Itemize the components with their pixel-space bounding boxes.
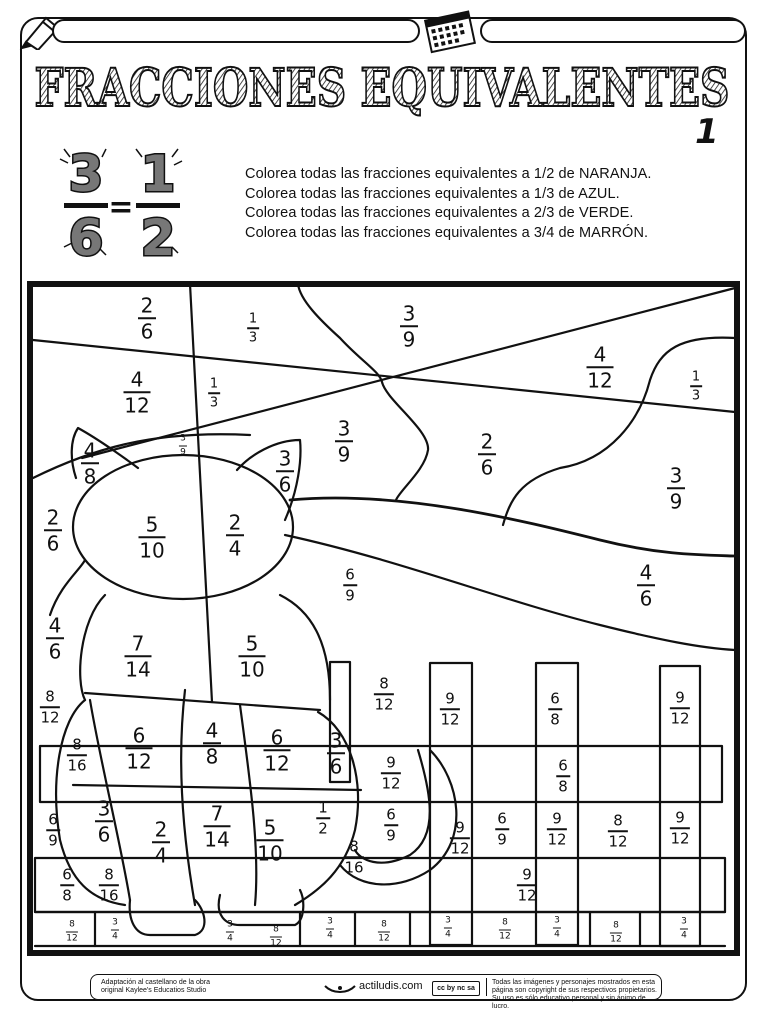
fraction-label xyxy=(547,811,567,847)
fraction-numerator: 8 xyxy=(45,687,55,706)
fraction-numerator: 4 xyxy=(130,367,144,392)
fraction-denominator: 4 xyxy=(228,535,242,560)
fraction-denominator: 8 xyxy=(550,709,560,728)
fraction-numerator: 2 xyxy=(154,817,168,842)
fraction-denominator: 12 xyxy=(378,933,390,944)
example-left-numerator: 3 xyxy=(68,145,104,203)
fraction-label xyxy=(204,803,231,849)
fraction-denominator: 12 xyxy=(499,931,511,942)
fraction-bar xyxy=(553,928,561,929)
fraction-label xyxy=(450,820,470,856)
fraction-denominator: 12 xyxy=(124,392,150,417)
fraction-label xyxy=(444,917,452,940)
fraction-denominator: 6 xyxy=(329,753,343,778)
fraction-denominator: 12 xyxy=(450,838,470,857)
fraction-denominator: 12 xyxy=(547,829,567,848)
fraction-label xyxy=(226,512,244,558)
fraction-denominator: 2 xyxy=(318,818,328,837)
fraction-denominator: 6 xyxy=(97,821,111,846)
fraction-denominator: 12 xyxy=(374,694,394,713)
page-number: 1 xyxy=(695,112,719,152)
fraction-numerator: 8 xyxy=(69,919,75,930)
fraction-bar xyxy=(444,928,452,929)
fraction-denominator: 12 xyxy=(66,933,78,944)
fraction-numerator: 3 xyxy=(227,919,233,930)
fraction-denominator: 6 xyxy=(278,471,292,496)
fraction-numerator: 3 xyxy=(97,796,111,821)
fraction-bar xyxy=(270,937,282,938)
fraction-denominator: 6 xyxy=(46,530,60,555)
fraction-label xyxy=(139,514,166,560)
fraction-numerator: 3 xyxy=(180,433,186,444)
title-text: FRACCIONES EQUIVALENTES xyxy=(34,58,730,119)
fraction-denominator: 4 xyxy=(154,842,168,867)
fraction-label xyxy=(556,758,570,794)
fraction-denominator: 4 xyxy=(554,929,560,940)
fraction-denominator: 12 xyxy=(381,773,401,792)
fraction-numerator: 9 xyxy=(675,688,685,707)
fraction-numerator: 4 xyxy=(639,560,653,585)
fraction-numerator: 1 xyxy=(691,369,701,385)
fraction-denominator: 9 xyxy=(180,447,186,458)
fraction-denominator: 16 xyxy=(67,755,87,774)
fraction-label xyxy=(495,811,509,847)
fraction-label xyxy=(40,689,60,725)
fraction-label xyxy=(66,921,78,944)
fraction-bar xyxy=(247,327,259,329)
fraction-numerator: 5 xyxy=(263,815,277,840)
fraction-numerator: 2 xyxy=(228,510,242,535)
fraction-label xyxy=(99,867,119,903)
fraction-denominator: 6 xyxy=(140,318,154,343)
fraction-denominator: 8 xyxy=(62,885,72,904)
instruction-line: Colorea todas las fracciones equivalentes a 1/3 de AZUL. xyxy=(245,185,620,202)
fraction-label xyxy=(257,817,284,863)
fraction-numerator: 9 xyxy=(675,808,685,827)
fraction-numerator: 3 xyxy=(337,416,351,441)
footer-rights: Todas las imágenes y personajes mostrados en esta página son copyright de sus respectivos propietarios. Su uso es sólo educativo personal y sin ánimo de lucro. xyxy=(492,979,657,1010)
logo-icon xyxy=(323,982,357,994)
fraction-denominator: 8 xyxy=(83,463,97,488)
fraction-denominator: 8 xyxy=(205,743,219,768)
fraction-label xyxy=(326,918,334,941)
fraction-numerator: 6 xyxy=(558,756,568,775)
fraction-bar xyxy=(66,932,78,933)
fraction-denominator: 9 xyxy=(497,829,507,848)
fraction-numerator: 4 xyxy=(593,342,607,367)
fraction-numerator: 8 xyxy=(613,920,619,931)
fraction-denominator: 12 xyxy=(126,748,152,773)
fraction-label xyxy=(335,418,353,464)
fraction-label xyxy=(374,676,394,712)
fraction-bar xyxy=(111,930,119,931)
footer-divider xyxy=(486,978,487,996)
fraction-denominator: 9 xyxy=(48,830,58,849)
fraction-numerator: 3 xyxy=(681,916,687,927)
fraction-numerator: 4 xyxy=(48,613,62,638)
fraction-numerator: 3 xyxy=(327,916,333,927)
fraction-bar xyxy=(690,385,702,387)
fraction-label xyxy=(327,730,345,776)
fraction-denominator: 3 xyxy=(209,394,219,410)
fraction-label xyxy=(384,807,398,843)
fraction-denominator: 12 xyxy=(670,828,690,847)
fraction-bar xyxy=(499,930,511,931)
fraction-label xyxy=(44,507,62,553)
fraction-label xyxy=(690,370,702,402)
fraction-numerator: 5 xyxy=(245,631,259,656)
fraction-label xyxy=(667,465,685,511)
fraction-denominator: 3 xyxy=(248,329,258,345)
fraction-label xyxy=(343,567,357,603)
fraction-numerator: 5 xyxy=(145,512,159,537)
fraction-label xyxy=(138,295,156,341)
fraction-label xyxy=(440,691,460,727)
fraction-denominator: 14 xyxy=(204,826,230,851)
fraction-numerator: 3 xyxy=(112,917,118,928)
instruction-line: Colorea todas las fracciones equivalentes a 2/3 de VERDE. xyxy=(245,205,634,221)
fraction-numerator: 8 xyxy=(613,811,623,830)
fraction-label xyxy=(179,435,187,458)
example-right-denominator: 2 xyxy=(140,209,176,263)
fraction-denominator: 12 xyxy=(670,708,690,727)
fraction-numerator: 6 xyxy=(550,689,560,708)
fraction-denominator: 14 xyxy=(125,656,151,681)
fraction-denominator: 9 xyxy=(337,441,351,466)
example-right-numerator: 1 xyxy=(140,145,176,203)
fraction-denominator: 16 xyxy=(99,885,119,904)
fraction-label xyxy=(670,810,690,846)
fraction-label xyxy=(124,369,151,415)
fraction-denominator: 12 xyxy=(270,938,282,949)
fraction-label xyxy=(610,922,622,945)
fraction-label xyxy=(680,918,688,941)
fraction-numerator: 1 xyxy=(209,376,219,392)
fraction-label xyxy=(60,867,74,903)
fraction-denominator: 4 xyxy=(327,930,333,941)
fraction-bar xyxy=(610,933,622,934)
fraction-denominator: 10 xyxy=(257,840,283,865)
fraction-bar xyxy=(208,392,220,394)
fraction-label xyxy=(344,839,364,875)
fraction-label xyxy=(587,344,614,390)
fraction-numerator: 2 xyxy=(480,429,494,454)
fraction-denominator: 9 xyxy=(345,585,355,604)
fraction-numerator: 8 xyxy=(349,837,359,856)
fraction-label xyxy=(247,312,259,344)
fraction-numerator: 6 xyxy=(345,565,355,584)
example-left-denominator: 6 xyxy=(68,209,104,263)
fraction-denominator: 4 xyxy=(681,930,687,941)
fraction-bar xyxy=(326,929,334,930)
fraction-numerator: 8 xyxy=(502,917,508,928)
fraction-numerator: 4 xyxy=(83,438,97,463)
fraction-numerator: 2 xyxy=(46,505,60,530)
fraction-numerator: 6 xyxy=(132,723,146,748)
fraction-label xyxy=(517,867,537,903)
fraction-denominator: 12 xyxy=(264,750,290,775)
fraction-numerator: 3 xyxy=(669,463,683,488)
license-badge: cc by nc sa xyxy=(432,981,480,996)
fraction-label xyxy=(111,919,119,942)
fraction-label xyxy=(81,440,99,486)
fraction-label xyxy=(270,926,282,949)
fraction-numerator: 1 xyxy=(318,798,328,817)
fraction-label xyxy=(316,800,330,836)
fraction-label xyxy=(478,431,496,477)
fraction-bar xyxy=(378,932,390,933)
fraction-numerator: 8 xyxy=(379,674,389,693)
fraction-numerator: 3 xyxy=(554,915,560,926)
footer-site[interactable]: actiludis.com xyxy=(359,980,423,992)
fraction-numerator: 9 xyxy=(522,865,532,884)
fraction-label xyxy=(208,377,220,409)
instruction-line: Colorea todas las fracciones equivalentes a 1/2 de NARANJA. xyxy=(245,166,652,182)
fraction-numerator: 9 xyxy=(386,753,396,772)
fraction-denominator: 12 xyxy=(517,885,537,904)
fraction-denominator: 4 xyxy=(227,933,233,944)
fraction-label xyxy=(95,798,113,844)
fraction-label xyxy=(378,921,390,944)
fraction-numerator: 1 xyxy=(248,311,258,327)
fraction-label xyxy=(239,633,266,679)
fraction-numerator: 8 xyxy=(381,919,387,930)
fraction-label xyxy=(264,727,291,773)
fraction-label xyxy=(637,562,655,608)
fraction-denominator: 10 xyxy=(239,656,265,681)
fraction-numerator: 3 xyxy=(445,915,451,926)
fraction-label xyxy=(46,615,64,661)
fraction-bar xyxy=(680,929,688,930)
fraction-numerator: 6 xyxy=(270,725,284,750)
fraction-label xyxy=(608,813,628,849)
fraction-denominator: 10 xyxy=(139,537,165,562)
fraction-numerator: 6 xyxy=(62,865,72,884)
fraction-numerator: 9 xyxy=(445,689,455,708)
fraction-numerator: 9 xyxy=(552,809,562,828)
fraction-label xyxy=(46,812,60,848)
fraction-numerator: 8 xyxy=(72,735,82,754)
fraction-denominator: 12 xyxy=(610,934,622,945)
fraction-denominator: 12 xyxy=(608,831,628,850)
fraction-denominator: 4 xyxy=(445,929,451,940)
fraction-denominator: 12 xyxy=(40,707,60,726)
fraction-denominator: 9 xyxy=(402,326,416,351)
fraction-denominator: 12 xyxy=(587,367,613,392)
fraction-label xyxy=(125,633,152,679)
fraction-numerator: 8 xyxy=(104,865,114,884)
instruction-line: Colorea todas las fracciones equivalentes a 3/4 de MARRÓN. xyxy=(245,224,649,241)
fraction-label xyxy=(152,819,170,865)
fraction-numerator: 6 xyxy=(497,809,507,828)
fraction-numerator: 3 xyxy=(278,446,292,471)
fraction-label xyxy=(126,725,153,771)
fraction-denominator: 9 xyxy=(669,488,683,513)
fraction-label xyxy=(499,919,511,942)
fraction-bar xyxy=(179,446,187,447)
footer-credit: Adaptación al castellano de la obra original Kaylee's Educatios Studio xyxy=(101,979,210,994)
fraction-numerator: 4 xyxy=(205,718,219,743)
fraction-label xyxy=(548,691,562,727)
fraction-denominator: 6 xyxy=(639,585,653,610)
fraction-label xyxy=(381,755,401,791)
fraction-numerator: 7 xyxy=(131,631,145,656)
fraction-label xyxy=(400,303,418,349)
fraction-numerator: 3 xyxy=(402,301,416,326)
fraction-label xyxy=(67,737,87,773)
fraction-denominator: 8 xyxy=(558,776,568,795)
fraction-label xyxy=(203,720,221,766)
fraction-numerator: 2 xyxy=(140,293,154,318)
fraction-denominator: 12 xyxy=(440,709,460,728)
fraction-bar xyxy=(226,932,234,933)
fraction-numerator: 6 xyxy=(48,810,58,829)
fraction-label xyxy=(226,921,234,944)
fraction-numerator: 8 xyxy=(273,924,279,935)
fraction-denominator: 3 xyxy=(691,387,701,403)
fraction-numerator: 7 xyxy=(210,801,224,826)
fraction-numerator: 9 xyxy=(455,818,465,837)
fraction-denominator: 9 xyxy=(386,825,396,844)
fraction-denominator: 6 xyxy=(48,638,62,663)
footer xyxy=(90,974,662,1010)
example-equals: = xyxy=(108,190,134,225)
fraction-numerator: 6 xyxy=(386,805,396,824)
fraction-numerator: 3 xyxy=(329,728,343,753)
fraction-label xyxy=(276,448,294,494)
fraction-label xyxy=(553,917,561,940)
fraction-denominator: 4 xyxy=(112,931,118,942)
fraction-denominator: 16 xyxy=(344,857,364,876)
fraction-label xyxy=(670,690,690,726)
fraction-denominator: 6 xyxy=(480,454,494,479)
